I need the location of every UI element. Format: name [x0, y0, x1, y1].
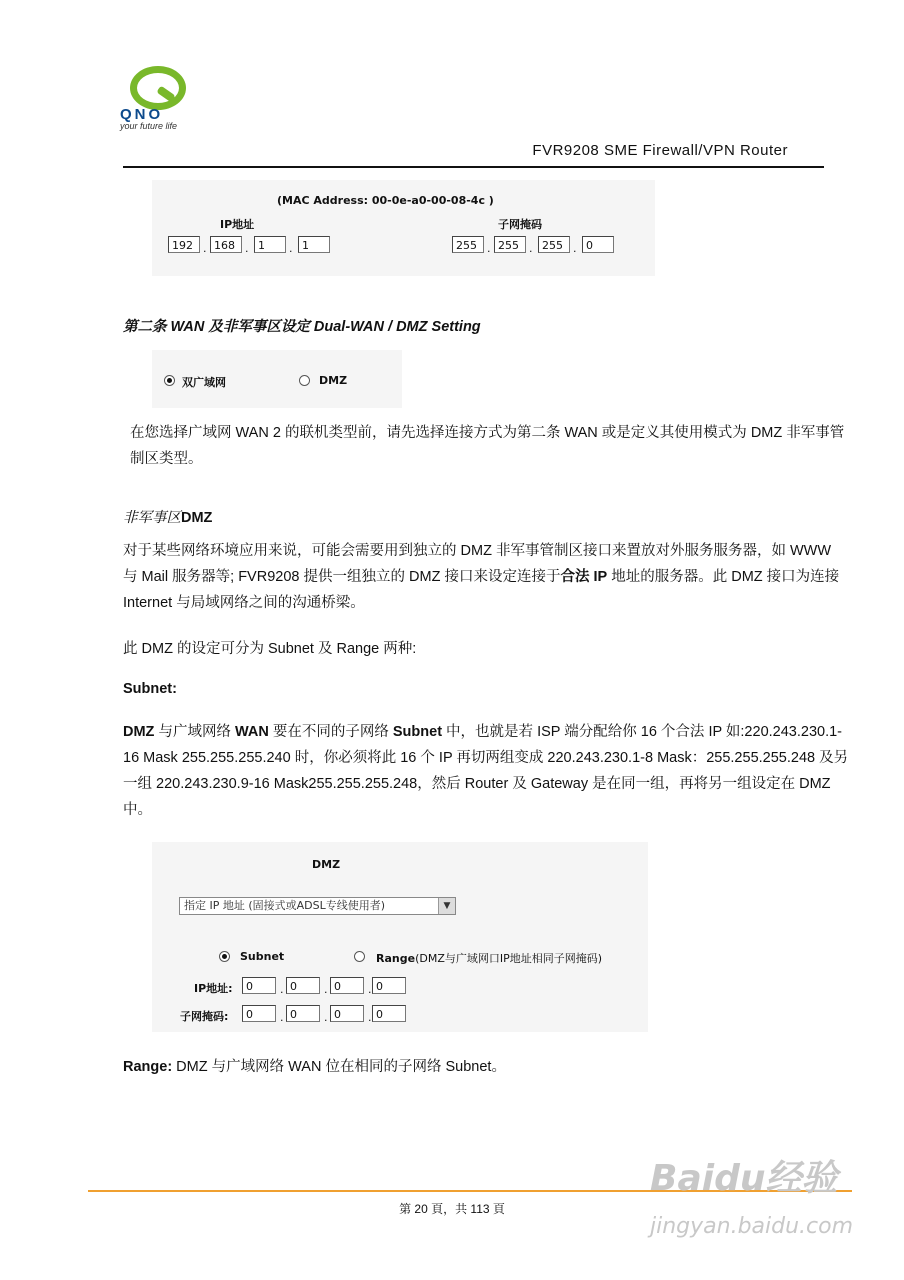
dot-separator: .: [280, 983, 284, 996]
dmz-panel-title: DMZ: [312, 858, 341, 871]
ip-octet-2[interactable]: 168: [210, 236, 242, 253]
radio-dmz[interactable]: [299, 375, 310, 386]
section-heading-dual-wan: [123, 315, 481, 336]
mask-octet-2[interactable]: 255: [494, 236, 526, 253]
watermark-url: jingyan.baidu.com: [650, 1214, 854, 1239]
dot-separator: .: [324, 983, 328, 996]
dot-separator: .: [289, 242, 293, 255]
dmz-intro-paragraph: [123, 538, 849, 616]
page-number: 第 20 頁，共 113 頁: [399, 1202, 505, 1216]
heading-cn: 非军事区: [123, 510, 181, 526]
dmz-config-panel: [152, 842, 648, 1032]
dmz-mask-octet-3[interactable]: 0: [330, 1005, 364, 1022]
dmz-ip-octet-3[interactable]: 0: [330, 977, 364, 994]
select-value: 指定 IP 地址 (固接式或ADSL专线使用者): [184, 899, 386, 912]
para-text: 对于某些网络环境应用来说，可能会需要用到独立的 DMZ 非军事管制区接口来置放对外服务服务器，如 WWW 与 Mail 服务器等; FVR9208 提供一组独立的 DMZ 接口来设定连接于: [123, 543, 832, 585]
document-title: FVR9208 SME Firewall/VPN Router: [532, 142, 788, 159]
radio-dual-wan-label: 双广域网: [182, 376, 226, 389]
mac-address-label: (MAC Address: 00-0e-a0-00-08-4c ): [277, 194, 494, 207]
mask-octet-4[interactable]: 0: [582, 236, 614, 253]
heading-en: DMZ: [181, 510, 213, 526]
section-heading-dmz: [123, 506, 212, 527]
radio-subnet-label: Subnet: [240, 950, 285, 963]
heading-cn: 第二条 WAN 及非军事区设定: [123, 319, 310, 335]
para-text: DMZ 与广域网络 WAN 位在相同的子网络 Subnet。: [172, 1059, 506, 1075]
dmz-mask-octet-4[interactable]: 0: [372, 1005, 406, 1022]
para-text: 要在不同的子网络: [268, 724, 393, 740]
subnet-mask-label: 子网掩码: [498, 218, 542, 231]
para-bold: DMZ: [123, 724, 155, 740]
dot-separator: .: [368, 983, 372, 996]
range-paragraph: [123, 1055, 506, 1076]
logo-tagline: your future life: [120, 121, 178, 131]
dmz-ip-mode-select[interactable]: [179, 897, 456, 915]
radio-subnet[interactable]: [219, 951, 230, 962]
radio-dual-wan[interactable]: [164, 375, 175, 386]
dmz-mask-octet-2[interactable]: 0: [286, 1005, 320, 1022]
dot-separator: .: [203, 242, 207, 255]
range-note: (DMZ与广域网口IP地址相同子网掩码): [415, 952, 603, 965]
para-text: 中，也就是若 ISP 端分配给你 16 个合法 IP 如:220.243.230.1-16 Mask 255.255.255.240 时，你必须将此 16 个 IP 再切两组变成 220.243.230.1-8 Mask：255.255.255.248 及另一组 220.243.230.9-16 Mask255.255.255.248，然后 Router 及 Gateway 是在同一组，再将另一组设定在 DMZ 中。: [123, 724, 849, 818]
dmz-mask-octet-1[interactable]: 0: [242, 1005, 276, 1022]
radio-dmz-label: DMZ: [319, 374, 348, 387]
radio-range-label: [376, 950, 602, 966]
para-bold: WAN: [234, 724, 269, 740]
dot-separator: .: [573, 242, 577, 255]
ip-octet-1[interactable]: 192: [168, 236, 200, 253]
para-text: 地址的服务器。此 DMZ 接口为连接 Internet 与局域网络之间的沟通桥梁。: [123, 569, 840, 611]
dmz-ip-octet-1[interactable]: 0: [242, 977, 276, 994]
subnet-paragraph: [123, 719, 849, 823]
dmz-mask-label: 子网掩码:: [180, 1010, 229, 1023]
subnet-heading: Subnet:: [123, 681, 177, 697]
logo-text: QNO: [120, 106, 164, 123]
watermark-brand: Baidu经验: [650, 1158, 838, 1199]
header-divider: [123, 166, 824, 168]
mac-ip-panel: [152, 180, 655, 276]
chevron-down-icon[interactable]: ▼: [438, 898, 455, 914]
dot-separator: .: [529, 242, 533, 255]
dot-separator: .: [368, 1011, 372, 1024]
para-bold: 合法 IP: [560, 569, 608, 585]
dmz-ip-label: IP地址:: [194, 982, 233, 995]
dmz-ip-octet-4[interactable]: 0: [372, 977, 406, 994]
ip-octet-4[interactable]: 1: [298, 236, 330, 253]
ip-octet-3[interactable]: 1: [254, 236, 286, 253]
mask-octet-3[interactable]: 255: [538, 236, 570, 253]
para-bold: Range:: [123, 1059, 173, 1075]
dot-separator: .: [487, 242, 491, 255]
wan2-paragraph: 在您选择广域网 WAN 2 的联机类型前，请先选择连接方式为第二条 WAN 或是定义其使用模式为 DMZ 非军事管制区类型。: [130, 425, 845, 467]
heading-en: Dual-WAN / DMZ Setting: [309, 319, 481, 335]
range-label: Range: [376, 952, 416, 965]
dot-separator: .: [324, 1011, 328, 1024]
dmz-types-paragraph: 此 DMZ 的设定可分为 Subnet 及 Range 两种:: [123, 641, 417, 657]
wan-mode-panel: [152, 350, 402, 408]
dot-separator: .: [245, 242, 249, 255]
radio-range[interactable]: [354, 951, 365, 962]
mask-octet-1[interactable]: 255: [452, 236, 484, 253]
ip-address-label: IP地址: [220, 218, 255, 231]
dot-separator: .: [280, 1011, 284, 1024]
dmz-ip-octet-2[interactable]: 0: [286, 977, 320, 994]
para-text: 与广域网络: [154, 724, 235, 740]
para-bold: Subnet: [392, 724, 443, 740]
